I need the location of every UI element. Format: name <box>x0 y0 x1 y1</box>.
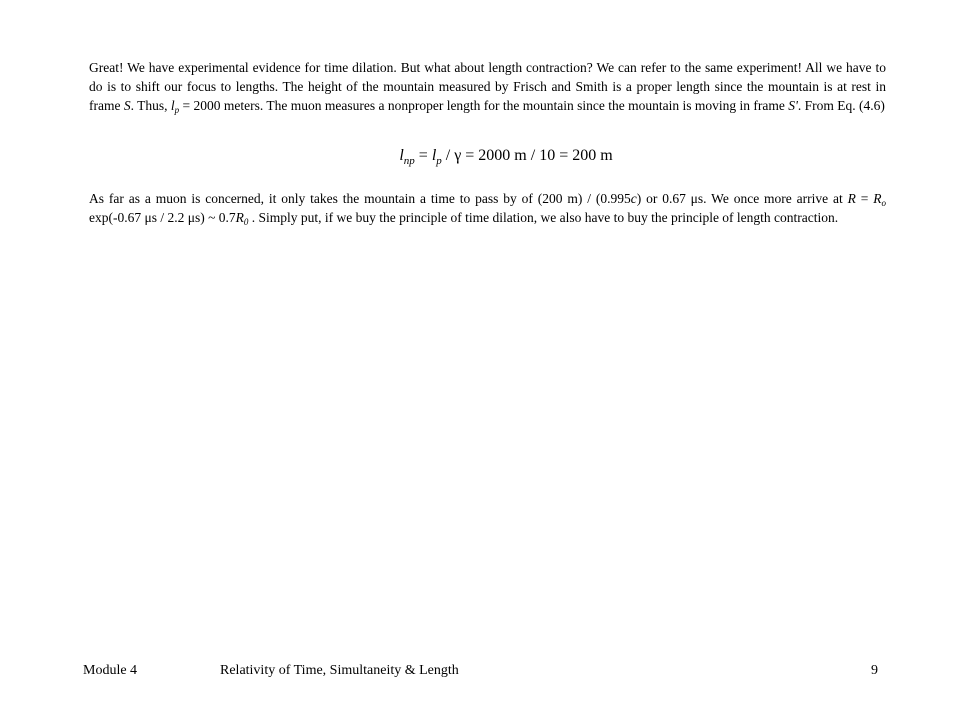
paragraph-text: = 2000 meters. The muon measures a nonproper length for the mountain since the mountain is moving in frame <box>179 98 789 113</box>
paragraph-text: Great! We have experimental evidence for time dilation. But what about length contraction? We can refer to the same experiment! All we have to do is to shift our focus to lengths. The height of the mountain measured by Frisch and Smith is a proper length since the mountain is at rest in frame <box>89 60 886 113</box>
paragraph-text: . From Eq. (4.6) <box>797 98 885 113</box>
equation-mid-subscript: p <box>436 155 442 167</box>
equation-lhs-symbol: l <box>399 147 404 164</box>
frame-s: S <box>123 98 131 113</box>
initial-rate-symbol: R <box>873 191 882 206</box>
footer-module-label: Module 4 <box>83 663 138 678</box>
equation-rest: / γ = 2000 m / 10 = 200 m <box>441 147 613 164</box>
initial-rate-subscript-2: 0 <box>243 217 249 227</box>
footer-page-number: 9 <box>871 663 878 678</box>
speed-of-light-symbol: c <box>630 191 637 206</box>
paragraph-text: As far as a muon is concerned, it only takes the mountain a time to pass by of (200 m) / (0.995 <box>89 191 631 206</box>
paragraph-text: . Thus, <box>130 98 171 113</box>
paragraph-text: . Simply put, if we buy the principle of time dilation, we also have to buy the principle of length contraction. <box>248 210 839 225</box>
paragraph-text: = <box>855 191 874 206</box>
equation-equals: = <box>414 147 432 164</box>
equation-lhs-subscript: np <box>403 155 415 167</box>
frame-s-prime: S' <box>788 98 798 113</box>
rate-symbol: R <box>847 191 856 206</box>
proper-length-symbol: l <box>170 98 175 113</box>
initial-rate-subscript: o <box>881 198 886 208</box>
proper-length-subscript: p <box>174 105 180 115</box>
paragraph-text: ) or 0.67 μs. We once more arrive at <box>636 191 848 206</box>
footer-title: Relativity of Time, Simultaneity & Length <box>220 663 459 678</box>
length-contraction-equation <box>26 143 960 169</box>
paragraph-muon-perspective <box>89 189 886 227</box>
initial-rate-symbol-2: R <box>235 210 244 225</box>
equation-mid-symbol: l <box>431 147 437 164</box>
paragraph-text: exp(-0.67 μs / 2.2 μs) ~ 0.7 <box>89 210 236 225</box>
paragraph-length-contraction-intro <box>89 58 886 115</box>
